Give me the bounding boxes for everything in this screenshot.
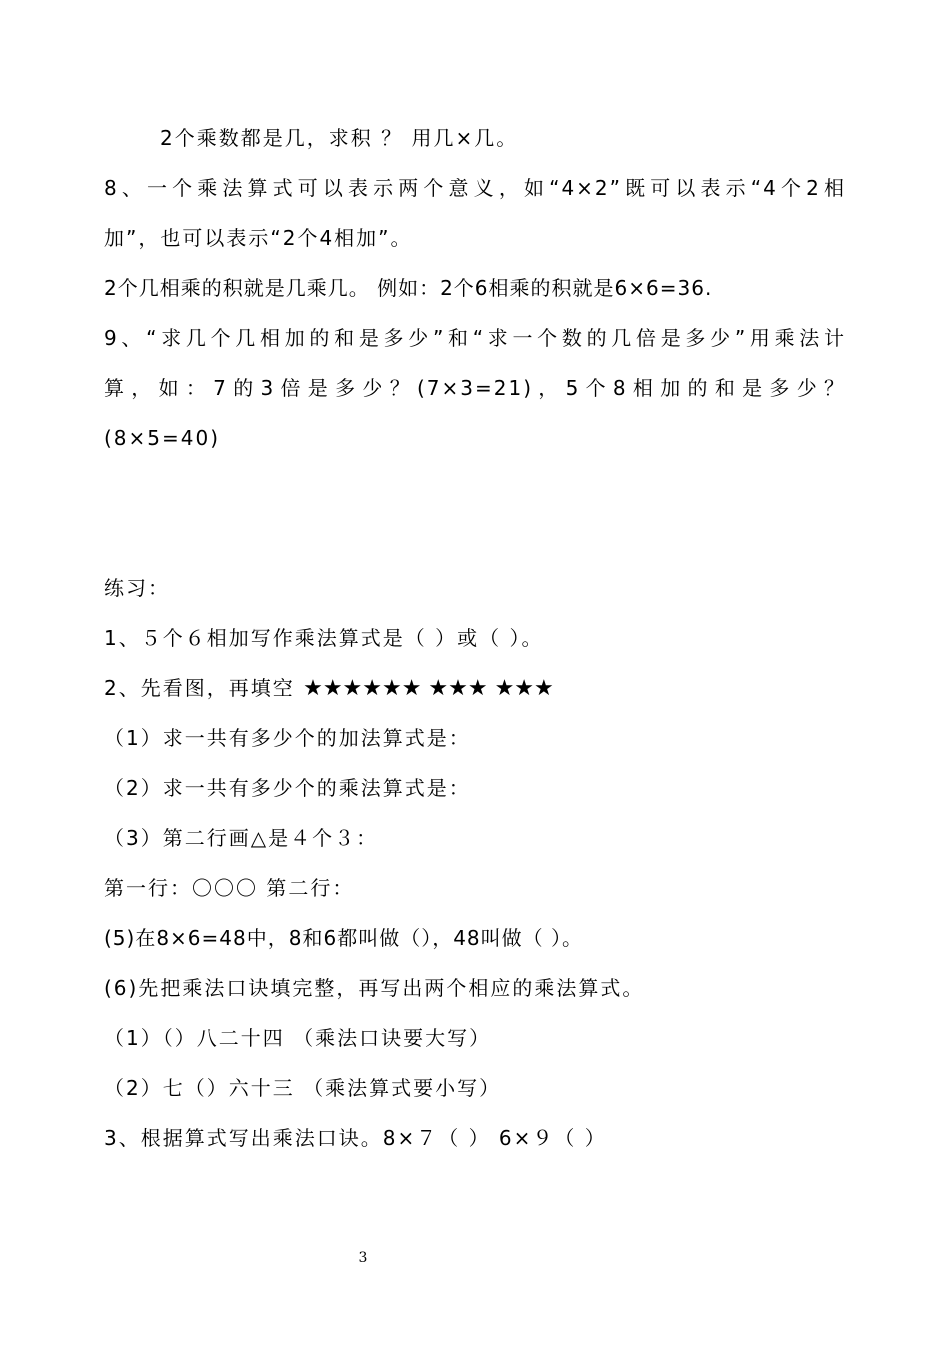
exercise-q2-1: （1）求一共有多少个的加法算式是： (104, 726, 471, 750)
exercise-q2-3: （3）第二行画△是４个３： (104, 826, 379, 850)
exercise-q2 (104, 674, 554, 703)
exercises-heading: 练习： (104, 576, 170, 600)
page-number: 3 (358, 1250, 368, 1266)
notes-line-6: 算，如：7的3倍是多少？(7×3=21)，5个8相加的和是多少？ (104, 376, 846, 400)
notes-line-3: 加”，也可以表示“2个4相加”。 (104, 226, 413, 250)
notes-line-2: 8、一个乘法算式可以表示两个意义，如“4×2”既可以表示“4个2相 (104, 176, 846, 200)
exercise-q1: 1、５个６相加写作乘法算式是（ ）或（ ）。 (104, 626, 544, 650)
star-picture: ★★★★★★ ★★★ ★★★ (303, 676, 554, 701)
exercise-rows: 第一行：〇〇〇 第二行： (104, 876, 355, 900)
exercise-q3: 3、根据算式写出乘法口诀。8×７（ ） 6×９（ ） (104, 1126, 607, 1150)
exercise-q6-2: （2）七（）六十三 （乘法算式要小写） (104, 1076, 502, 1100)
notes-line-5: 9、“求几个几相加的和是多少”和“求一个数的几倍是多少”用乘法计 (104, 326, 846, 350)
exercise-q2-2: （2）求一共有多少个的乘法算式是： (104, 776, 471, 800)
exercise-q6: (6)先把乘法口诀填完整，再写出两个相应的乘法算式。 (104, 976, 645, 1000)
notes-line-4: 2个几相乘的积就是几乘几。 例如：2个6相乘的积就是6×6=36. (104, 276, 713, 300)
notes-line-1: 2个乘数都是几，求积 ？ 用几×几。 (160, 126, 519, 150)
exercise-q2-prompt: 2、先看图，再填空 (104, 676, 295, 700)
exercise-q5: (5)在8×6=48中，8和6都叫做（），48叫做（ ）。 (104, 926, 583, 950)
exercise-q6-1: （1）（）八二十四 （乘法口诀要大写） (104, 1026, 492, 1050)
notes-line-7: (8×5=40) (104, 426, 221, 450)
